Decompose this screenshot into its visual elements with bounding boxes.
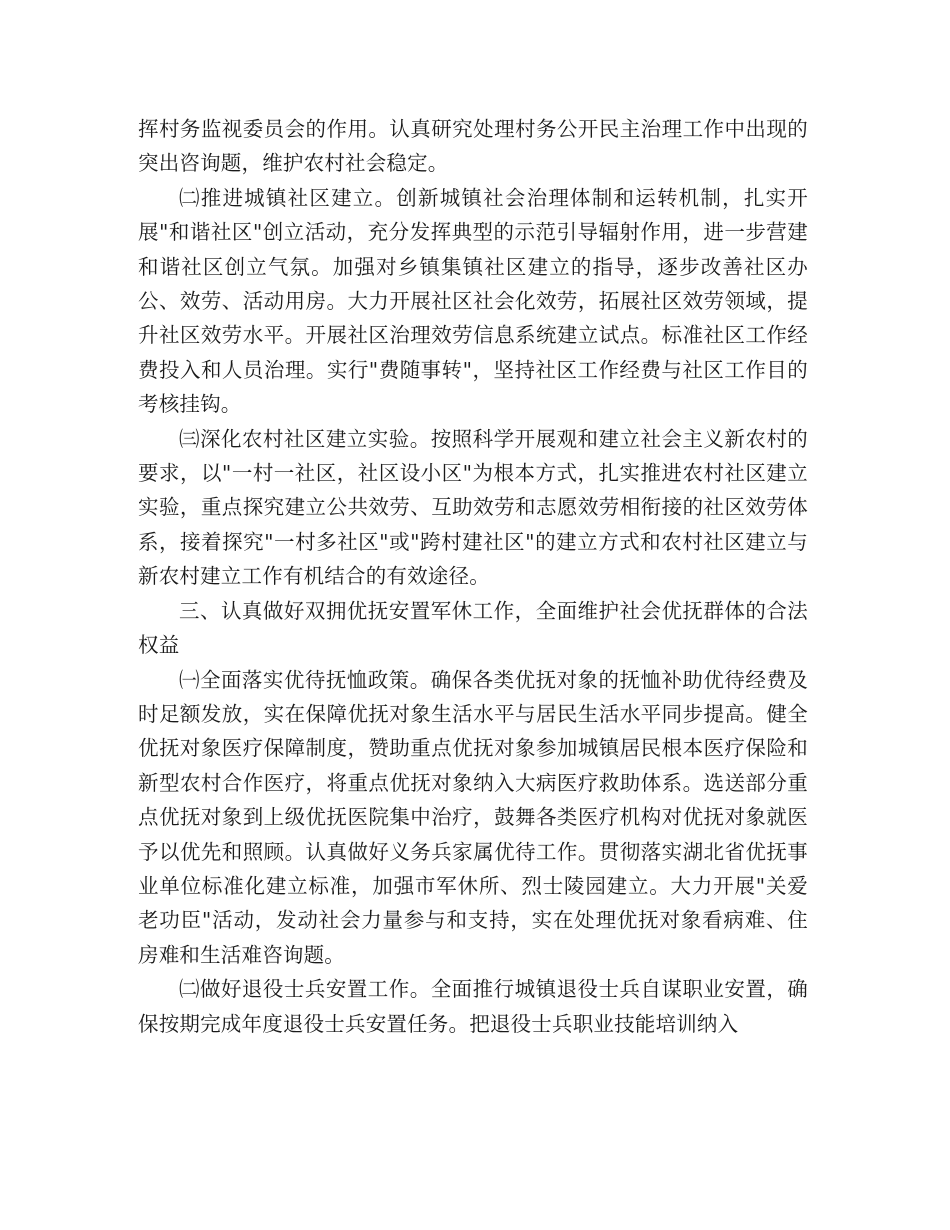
section-heading-3: 三、认真做好双拥优抚安置军休工作，全面维护社会优抚群体的合法权益: [138, 598, 808, 658]
document-body: [138, 112, 808, 1041]
paragraph-2: ㈡推进城镇社区建立。创新城镇社会治理体制和运转机制，扎实开展"和谐社区"创立活动，充分发挥典型的示范引导辐射作用，进一步营建和谐社区创立气氛。加强对乡镇集镇社区建立的指导，逐步改善社区办公、效劳、活动用房。大力开展社区社会化效劳，拓展社区效劳领域，提升社区效劳水平。开展社区治理效劳信息系统建立试点。标准社区工作经费投入和人员治理。实行"费随事转"，坚持社区工作经费与社区工作目的考核挂钩。: [138, 185, 808, 417]
paragraph-5: ㈡做好退役士兵安置工作。全面推行城镇退役士兵自谋职业安置，确保按期完成年度退役士兵安置任务。把退役士兵职业技能培训纳入: [138, 977, 808, 1036]
paragraph-3: ㈢深化农村社区建立实验。按照科学开展观和建立社会主义新农村的要求，以"一村一社区，社区设小区"为根本方式，扎实推进农村社区建立实验，重点探究建立公共效劳、互助效劳和志愿效劳相衔接的社区效劳体系，接着探究"一村多社区"或"跨村建社区"的建立方式和农村社区建立与新农村建立工作有机结合的有效途径。: [138, 426, 808, 589]
paragraph-1: 挥村务监视委员会的作用。认真研究处理村务公开民主治理工作中出现的突出咨询题，维护农村社会稳定。: [138, 117, 808, 176]
paragraph-4: ㈠全面落实优待抚恤政策。确保各类优抚对象的抚恤补助优待经费及时足额发放，实在保障优抚对象生活水平与居民生活水平同步提高。健全优抚对象医疗保障制度，赞助重点优抚对象参加城镇居民根本医疗保险和新型农村合作医疗，将重点优抚对象纳入大病医疗救助体系。选送部分重点优抚对象到上级优抚医院集中治疗，鼓舞各类医疗机构对优抚对象就医予以优先和照顾。认真做好义务兵家属优待工作。贯彻落实湖北省优抚事业单位标准化建立标准，加强市军休所、烈士陵园建立。大力开展"关爱老功臣"活动，发动社会力量参与和支持，实在处理优抚对象看病难、住房难和生活难咨询题。: [138, 667, 808, 967]
